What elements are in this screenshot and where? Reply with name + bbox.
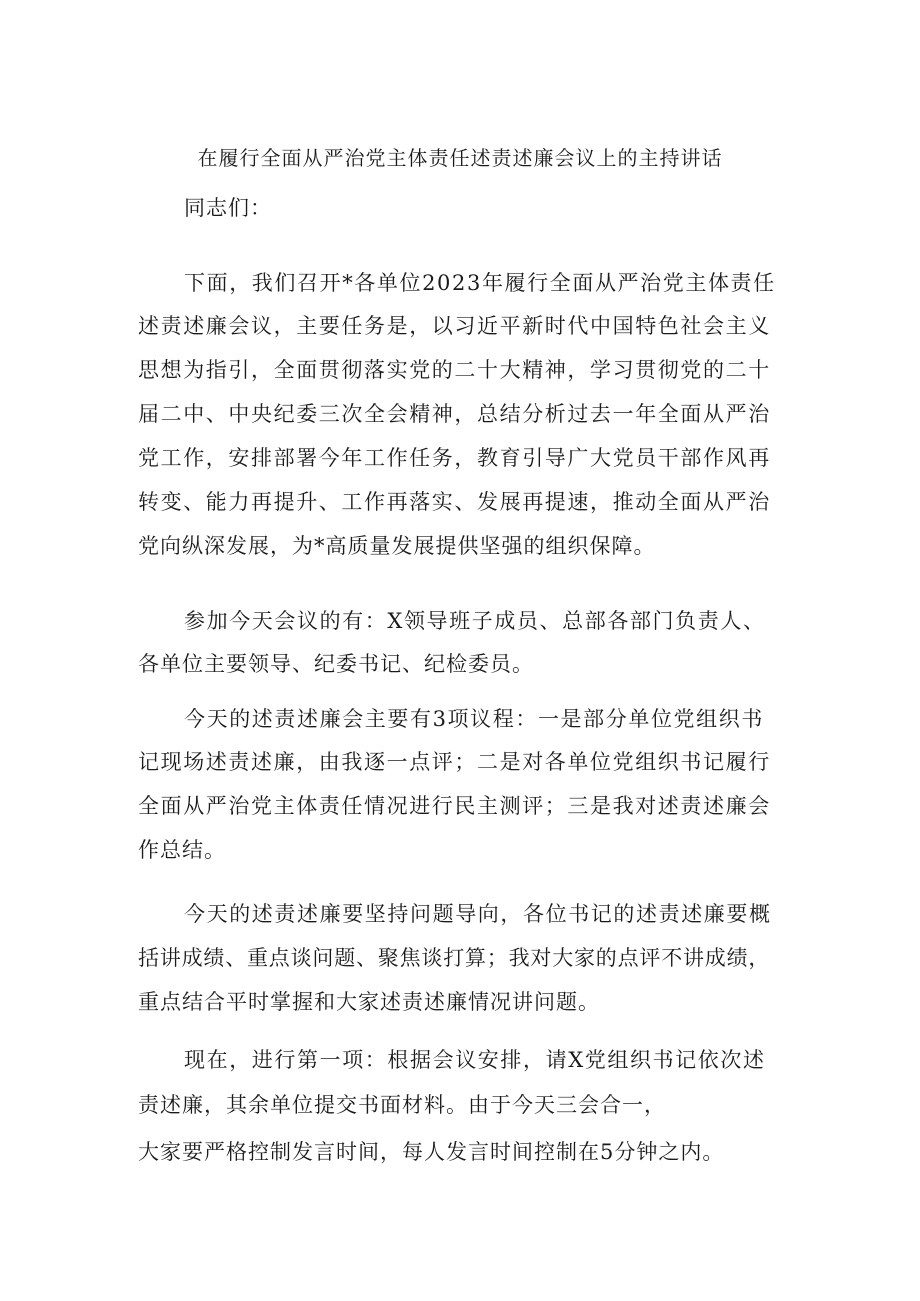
paragraph-3-line-2: 记现场述责述廉，由我逐一点评；二是对各单位党组织书记履行 (138, 750, 771, 774)
document-title: 在履行全面从严治党主体责任述责述廉会议上的主持讲话 (197, 146, 723, 170)
paragraph-1-line-4: 届二中、中央纪委三次全会精神，总结分析过去一年全面从严治 (138, 402, 771, 426)
paragraph-2-line-1: 参加今天会议的有：X领导班子成员、总部各部门负责人、 (184, 609, 766, 633)
paragraph-1-line-2: 述责述廉会议，主要任务是，以习近平新时代中国特色社会主义 (138, 314, 771, 338)
paragraph-5-line-1: 现在，进行第一项：根据会议安排，请X党组织书记依次述 (184, 1048, 766, 1072)
paragraph-1-line-6: 转变、能力再提升、工作再落实、发展再提速，推动全面从严治 (138, 490, 771, 514)
paragraph-3-line-4: 作总结。 (138, 838, 226, 862)
paragraph-3-line-1: 今天的述责述廉会主要有3项议程：一是部分单位党组织书 (184, 707, 764, 731)
paragraph-2-line-2: 各单位主要领导、纪委书记、纪检委员。 (138, 652, 534, 676)
paragraph-1-line-1: 下面，我们召开*各单位2023年履行全面从严治党主体责任 (184, 271, 776, 295)
paragraph-4-line-3: 重点结合平时掌握和大家述责述廉情况讲问题。 (138, 990, 600, 1014)
paragraph-4-line-1: 今天的述责述廉要坚持问题导向，各位书记的述责述廉要概 (184, 902, 772, 926)
paragraph-5-line-2: 责述廉，其余单位提交书面材料。由于今天三会合一， (138, 1093, 666, 1117)
paragraph-1-line-5: 党工作，安排部署今年工作任务，教育引导广大党员干部作风再 (138, 446, 771, 470)
paragraph-5-line-3: 大家要严格控制发言时间，每人发言时间控制在5分钟之内。 (138, 1140, 725, 1164)
paragraph-1-line-3: 思想为指引，全面贯彻落实党的二十大精神，学习贯彻党的二十 (138, 358, 771, 382)
paragraph-4-line-2: 括讲成绩、重点谈问题、聚焦谈打算；我对大家的点评不讲成绩， (138, 946, 771, 970)
paragraph-3-line-3: 全面从严治党主体责任情况进行民主测评；三是我对述责述廉会 (138, 794, 771, 818)
salutation: 同志们： (184, 196, 272, 220)
paragraph-1-line-7: 党向纵深发展，为*高质量发展提供坚强的组织保障。 (138, 534, 656, 558)
